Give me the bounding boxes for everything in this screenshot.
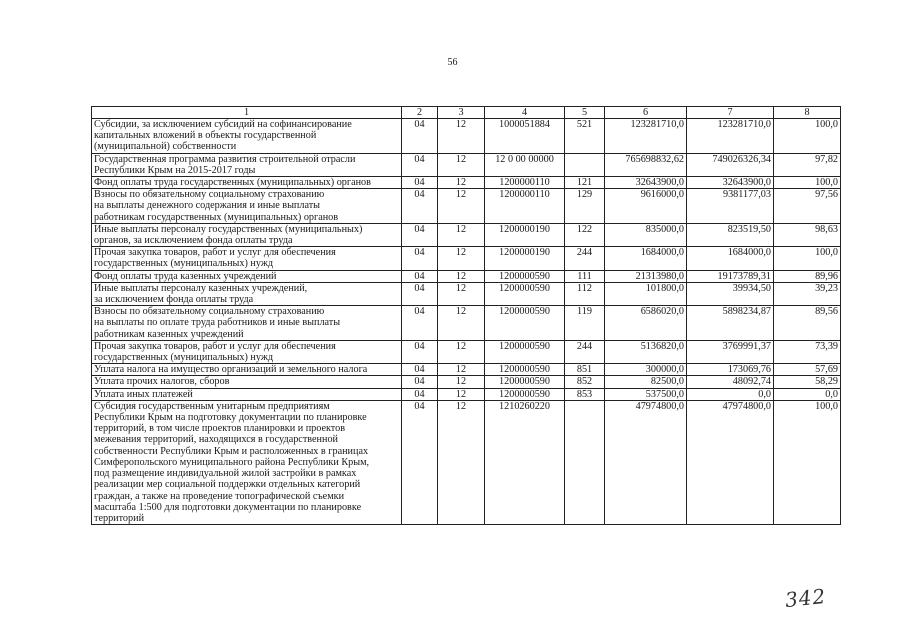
cell-planned: 123281710,0 (605, 119, 687, 154)
cell-target-article: 1200000590 (485, 388, 565, 400)
cell-planned: 6586020,0 (605, 306, 687, 341)
description-line: под размещение индивидуальной жилой застройки в рамках (94, 468, 357, 480)
cell-section: 04 (402, 247, 438, 270)
table-row (92, 189, 841, 224)
cell-section: 04 (402, 119, 438, 154)
cell-percent: 100,0 (774, 177, 841, 189)
cell-description (92, 282, 402, 305)
cell-subsection: 12 (438, 388, 485, 400)
cell-subsection: 12 (438, 119, 485, 154)
description-line: Взносы по обязательному социальному страхованию (94, 189, 325, 201)
cell-description (92, 153, 402, 176)
cell-percent: 0,0 (774, 388, 841, 400)
table-row (92, 400, 841, 524)
description-line: территорий (94, 512, 145, 524)
cell-section: 04 (402, 153, 438, 176)
cell-target-article: 1000051884 (485, 119, 565, 154)
cell-subsection: 12 (438, 364, 485, 376)
header-col-5: 5 (565, 107, 605, 119)
description-line: Уплата налога на имущество организаций и земельного налога (94, 364, 368, 376)
cell-planned: 537500,0 (605, 388, 687, 400)
description-line: органов, за исключением фонда оплаты труда (94, 235, 293, 247)
cell-executed: 0,0 (687, 388, 774, 400)
description-line: за исключением фонда оплаты труда (94, 294, 254, 306)
table-row (92, 306, 841, 341)
cell-expense-type: 852 (565, 376, 605, 388)
description-line: Республики Крым на подготовку документации по планировке (94, 412, 367, 424)
cell-percent: 89,56 (774, 306, 841, 341)
cell-section: 04 (402, 189, 438, 224)
description-line: Субсидии, за исключением субсидий на софинансирование (94, 119, 352, 130)
cell-description (92, 388, 402, 400)
cell-description (92, 119, 402, 154)
cell-target-article: 1200000190 (485, 223, 565, 246)
cell-planned: 82500,0 (605, 376, 687, 388)
cell-description (92, 376, 402, 388)
description-line: государственных (муниципальных) нужд (94, 352, 274, 364)
cell-section: 04 (402, 177, 438, 189)
cell-description (92, 189, 402, 224)
cell-percent: 98,63 (774, 223, 841, 246)
cell-executed: 48092,74 (687, 376, 774, 388)
cell-expense-type: 853 (565, 388, 605, 400)
cell-executed: 39934,50 (687, 282, 774, 305)
description-line: государственных (муниципальных) нужд (94, 258, 274, 270)
cell-target-article: 1200000190 (485, 247, 565, 270)
cell-description (92, 223, 402, 246)
cell-subsection: 12 (438, 189, 485, 224)
cell-description (92, 177, 402, 189)
cell-description (92, 247, 402, 270)
cell-subsection: 12 (438, 177, 485, 189)
description-line: Прочая закупка товаров, работ и услуг для обеспечения (94, 247, 336, 259)
cell-expense-type (565, 400, 605, 524)
description-line: Государственная программа развития строительной отрасли (94, 153, 356, 165)
table-row (92, 388, 841, 400)
header-col-8: 8 (774, 107, 841, 119)
table-row (92, 376, 841, 388)
cell-subsection: 12 (438, 270, 485, 282)
cell-expense-type: 119 (565, 306, 605, 341)
description-line: (муниципальной) собственности (94, 141, 237, 153)
cell-executed: 47974800,0 (687, 400, 774, 524)
cell-section: 04 (402, 282, 438, 305)
cell-percent: 97,56 (774, 189, 841, 224)
cell-expense-type: 129 (565, 189, 605, 224)
cell-section: 04 (402, 364, 438, 376)
cell-description (92, 400, 402, 524)
cell-executed: 19173789,31 (687, 270, 774, 282)
cell-executed: 749026326,34 (687, 153, 774, 176)
cell-percent: 100,0 (774, 247, 841, 270)
cell-description (92, 270, 402, 282)
description-line: Субсидия государственным унитарным предприятиям (94, 400, 330, 412)
header-col-4: 4 (485, 107, 565, 119)
cell-section: 04 (402, 376, 438, 388)
cell-subsection: 12 (438, 400, 485, 524)
cell-planned: 300000,0 (605, 364, 687, 376)
cell-percent: 39,23 (774, 282, 841, 305)
cell-section: 04 (402, 400, 438, 524)
description-line: Иные выплаты персоналу казенных учреждений, (94, 282, 308, 294)
description-line: на выплаты денежного содержания и иные выплаты (94, 200, 321, 212)
cell-section: 04 (402, 340, 438, 363)
cell-percent: 100,0 (774, 400, 841, 524)
description-line: Уплата прочих налогов, сборов (94, 376, 230, 388)
description-line: собственности Республики Крым и расположенных в границах (94, 445, 369, 457)
cell-target-article: 1200000110 (485, 177, 565, 189)
description-line: на выплаты по оплате труда работников и иные выплаты (94, 317, 341, 329)
cell-planned: 765698832,62 (605, 153, 687, 176)
description-line: межевания территорий, находящихся в государственной (94, 434, 339, 446)
header-col-3: 3 (438, 107, 485, 119)
description-line: Взносы по обязательному социальному страхованию (94, 306, 325, 318)
cell-expense-type: 121 (565, 177, 605, 189)
cell-description (92, 364, 402, 376)
cell-target-article: 1200000590 (485, 282, 565, 305)
description-line: Иные выплаты персоналу государственных (муниципальных) (94, 223, 363, 235)
cell-expense-type: 244 (565, 340, 605, 363)
cell-section: 04 (402, 388, 438, 400)
cell-executed: 823519,50 (687, 223, 774, 246)
cell-executed: 173069,76 (687, 364, 774, 376)
cell-target-article: 1210260220 (485, 400, 565, 524)
description-line: Прочая закупка товаров, работ и услуг для обеспечения (94, 340, 336, 352)
cell-target-article: 12 0 00 00000 (485, 153, 565, 176)
description-line: Фонд оплаты труда государственных (муниципальных) органов (94, 177, 371, 189)
description-line: работникам казенных учреждений (94, 328, 244, 340)
budget-table (91, 106, 841, 525)
cell-percent: 58,29 (774, 376, 841, 388)
header-col-6: 6 (605, 107, 687, 119)
cell-subsection: 12 (438, 282, 485, 305)
cell-expense-type: 122 (565, 223, 605, 246)
cell-planned: 1684000,0 (605, 247, 687, 270)
cell-section: 04 (402, 306, 438, 341)
cell-executed: 9381177,03 (687, 189, 774, 224)
cell-percent: 89,96 (774, 270, 841, 282)
table-body (92, 119, 841, 525)
cell-expense-type (565, 153, 605, 176)
cell-executed: 1684000,0 (687, 247, 774, 270)
cell-subsection: 12 (438, 153, 485, 176)
cell-subsection: 12 (438, 223, 485, 246)
description-line: Республики Крым на 2015-2017 годы (94, 164, 256, 176)
description-line: граждан, а также на проведение топографической съемки (94, 490, 345, 502)
cell-planned: 101800,0 (605, 282, 687, 305)
cell-percent: 73,39 (774, 340, 841, 363)
table-row (92, 153, 841, 176)
cell-expense-type: 111 (565, 270, 605, 282)
header-col-7: 7 (687, 107, 774, 119)
cell-planned: 47974800,0 (605, 400, 687, 524)
cell-expense-type: 521 (565, 119, 605, 154)
cell-section: 04 (402, 223, 438, 246)
cell-subsection: 12 (438, 340, 485, 363)
cell-target-article: 1200000590 (485, 376, 565, 388)
header-col-1: 1 (92, 107, 402, 119)
cell-executed: 3769991,37 (687, 340, 774, 363)
cell-expense-type: 112 (565, 282, 605, 305)
description-line: Уплата иных платежей (94, 388, 193, 400)
table-row (92, 282, 841, 305)
cell-target-article: 1200000590 (485, 364, 565, 376)
cell-planned: 9616000,0 (605, 189, 687, 224)
cell-description (92, 340, 402, 363)
cell-planned: 32643900,0 (605, 177, 687, 189)
cell-section: 04 (402, 270, 438, 282)
cell-description (92, 306, 402, 341)
description-line: реализации мер социальной поддержки отдельных категорий (94, 479, 361, 491)
description-line: работникам государственных (муниципальных) органов (94, 211, 339, 223)
table-row (92, 119, 841, 154)
table-row (92, 223, 841, 246)
cell-percent: 100,0 (774, 119, 841, 154)
cell-subsection: 12 (438, 376, 485, 388)
cell-planned: 21313980,0 (605, 270, 687, 282)
cell-executed: 32643900,0 (687, 177, 774, 189)
table-row (92, 340, 841, 363)
cell-planned: 835000,0 (605, 223, 687, 246)
cell-planned: 5136820,0 (605, 340, 687, 363)
cell-percent: 57,69 (774, 364, 841, 376)
cell-percent: 97,82 (774, 153, 841, 176)
description-line: территорий, в том числе проектов планировки и проектов (94, 423, 346, 435)
cell-expense-type: 244 (565, 247, 605, 270)
table-row (92, 177, 841, 189)
table-row (92, 270, 841, 282)
cell-subsection: 12 (438, 306, 485, 341)
header-col-2: 2 (402, 107, 438, 119)
description-line: капитальных вложений в объекты государственной (94, 130, 317, 142)
cell-executed: 123281710,0 (687, 119, 774, 154)
header-row (92, 107, 841, 119)
cell-expense-type: 851 (565, 364, 605, 376)
cell-target-article: 1200000590 (485, 306, 565, 341)
description-line: Фонд оплаты труда казенных учреждений (94, 270, 277, 282)
handwritten-signature: 342 (783, 583, 828, 613)
page-number: 56 (447, 57, 458, 68)
cell-target-article: 1200000590 (485, 270, 565, 282)
description-line: Симферопольского муниципального района Республики Крым, (94, 456, 370, 468)
cell-executed: 5898234,87 (687, 306, 774, 341)
cell-target-article: 1200000110 (485, 189, 565, 224)
table-row (92, 364, 841, 376)
cell-subsection: 12 (438, 247, 485, 270)
table-row (92, 247, 841, 270)
cell-target-article: 1200000590 (485, 340, 565, 363)
description-line: масштаба 1:500 для подготовки документации по планировке (94, 501, 362, 513)
